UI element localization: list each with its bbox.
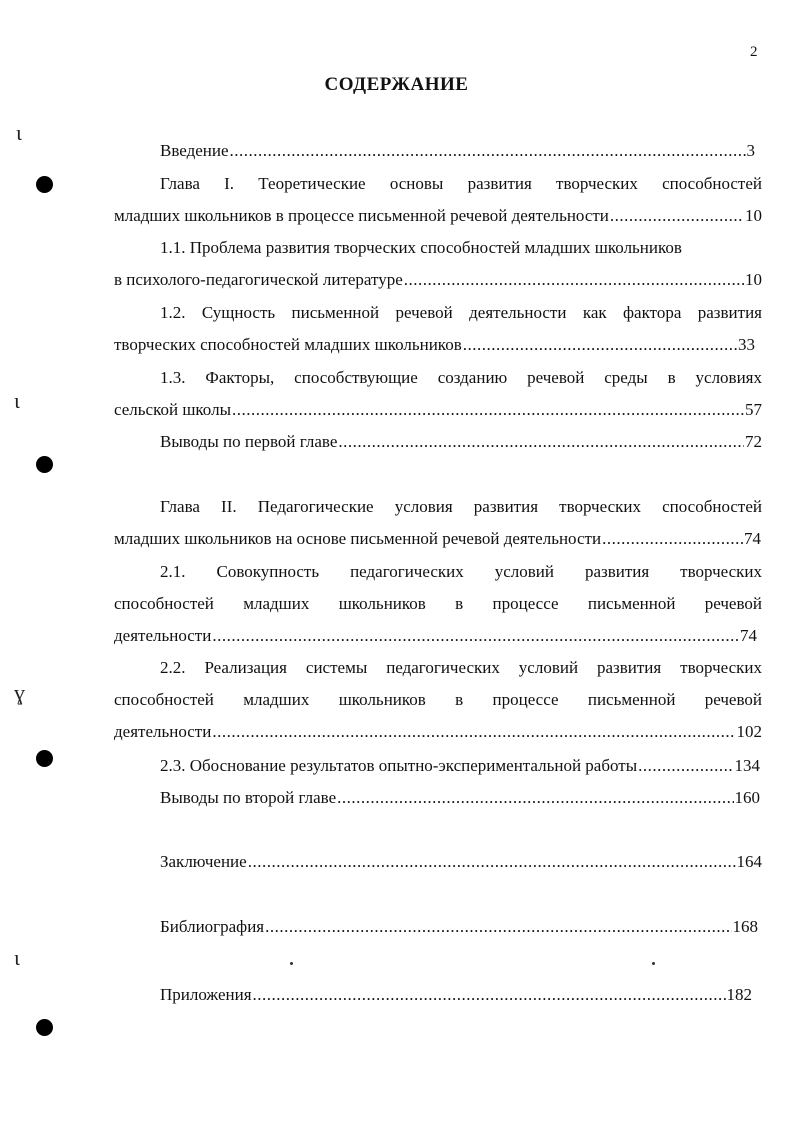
toc-page: 10: [745, 206, 762, 225]
toc-chapter-2: [114, 529, 761, 549]
toc-appendices: [160, 985, 752, 1005]
leader-dots: [338, 432, 744, 452]
toc-chapter-1: [114, 206, 762, 226]
toc-page: 72: [745, 432, 762, 451]
leader-dots: [230, 141, 746, 161]
toc-page: 10: [745, 270, 762, 289]
leader-dots: [248, 852, 736, 872]
scan-speck: [652, 962, 655, 965]
toc-page: 164: [736, 852, 762, 871]
toc-conclusions-ch2: [160, 788, 760, 808]
toc-label: младших школьников в процессе письменной речевой деятельности: [114, 206, 609, 225]
toc-label: сельской школы: [114, 400, 231, 419]
leader-dots: [638, 756, 733, 776]
toc-section-2-2: [114, 722, 762, 742]
leader-dots: [253, 985, 726, 1005]
toc-label: в психолого-педагогической литературе: [114, 270, 403, 289]
toc-page: 57: [745, 400, 762, 419]
binder-hole: [36, 456, 53, 473]
staple-mark: ɩ: [16, 120, 22, 145]
toc-label: Выводы по второй главе: [160, 788, 337, 807]
leader-dots: [404, 270, 744, 290]
toc-conclusions-ch1: [160, 432, 762, 452]
staple-mark: ɩ: [14, 945, 20, 970]
leader-dots: [337, 788, 733, 808]
leader-dots: [265, 917, 731, 937]
toc-label: младших школьников на основе письменной речевой деятельности: [114, 529, 602, 548]
toc-page: 160: [734, 788, 760, 807]
toc-page: 134: [734, 756, 760, 775]
toc-page: 3: [746, 141, 755, 160]
toc-bibliography: [160, 917, 758, 937]
toc-section-1-1: [114, 270, 762, 290]
toc-section-2-3: [160, 756, 760, 776]
toc-section-2-2-line2: способностей младших школьников в процессе письменной речевой: [114, 690, 762, 709]
toc-label: творческих способностей младших школьников: [114, 335, 462, 354]
toc-section-2-1-line2: способностей младших школьников в процессе письменной речевой: [114, 594, 762, 613]
toc-page: 33: [738, 335, 755, 354]
toc-label: Заключение: [160, 852, 247, 871]
toc-conclusion: [160, 852, 762, 872]
toc-entry-intro: [160, 141, 755, 161]
toc-section-1-3-line1: 1.3. Факторы, способствующие созданию речевой среды в условиях: [160, 368, 762, 387]
toc-page: 168: [732, 917, 758, 936]
page-number: 2: [750, 44, 758, 60]
toc-chapter-1-line1: Глава I. Теоретические основы развития творческих способностей: [160, 174, 762, 193]
toc-label: 2.3. Обоснование результатов опытно-экспериментальной работы: [160, 756, 638, 775]
toc-label: Библиография: [160, 917, 265, 936]
binder-hole: [36, 1019, 53, 1036]
binder-hole: [36, 176, 53, 193]
toc-section-2-2-line1: 2.2. Реализация системы педагогических условий развития творческих: [160, 658, 762, 677]
toc-page: 182: [726, 985, 752, 1004]
page-title: СОДЕРЖАНИЕ: [324, 74, 469, 95]
toc-label: Введение: [160, 141, 229, 160]
toc-label: деятельности: [114, 626, 212, 645]
toc-section-2-1: [114, 626, 757, 646]
scan-speck: [290, 962, 293, 965]
toc-section-1-2: [114, 335, 755, 355]
toc-page: 74: [744, 529, 761, 548]
binder-hole: [36, 750, 53, 767]
leader-dots: [610, 206, 744, 226]
toc-section-2-1-line1: 2.1. Совокупность педагогических условий развития творческих: [160, 562, 762, 581]
leader-dots: [232, 400, 744, 420]
leader-dots: [212, 626, 739, 646]
toc-section-1-1-line1: 1.1. Проблема развития творческих способностей младших школьников: [160, 238, 682, 257]
toc-label: деятельности: [114, 722, 212, 741]
toc-label: Выводы по первой главе: [160, 432, 338, 451]
leader-dots: [602, 529, 743, 549]
staple-mark: ɩ: [14, 388, 20, 413]
leader-dots: [463, 335, 737, 355]
toc-label: Приложения: [160, 985, 252, 1004]
leader-dots: [212, 722, 735, 742]
toc-page: 102: [736, 722, 762, 741]
toc-page: 74: [740, 626, 757, 645]
toc-chapter-2-line1: Глава II. Педагогические условия развития творческих способностей: [160, 497, 762, 516]
toc-section-1-2-line1: 1.2. Сущность письменной речевой деятельности как фактора развития: [160, 303, 762, 322]
staple-mark: ɣ: [14, 680, 25, 705]
toc-section-1-3: [114, 400, 762, 420]
